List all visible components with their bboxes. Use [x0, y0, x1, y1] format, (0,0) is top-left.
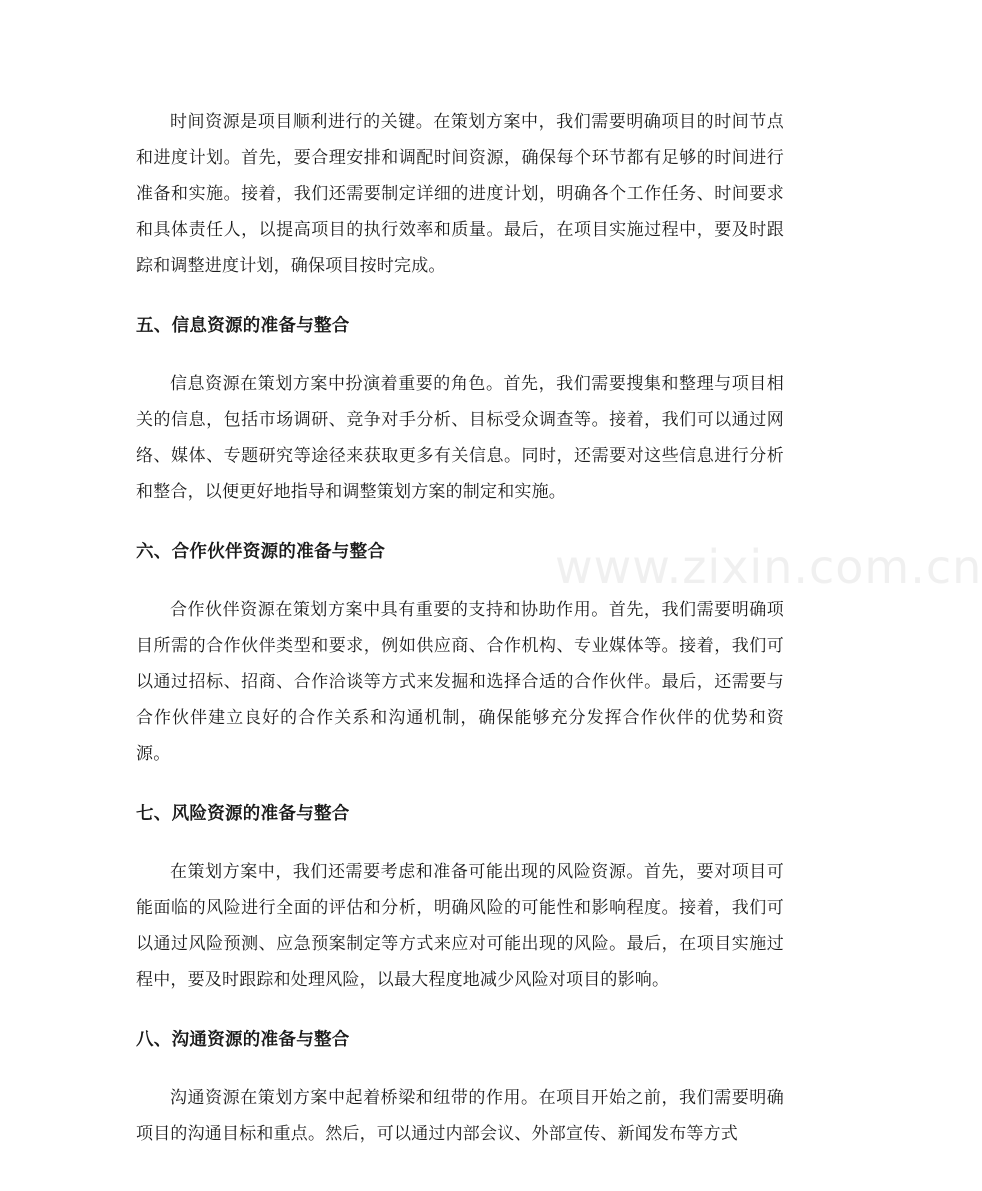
- heading-section-8: 八、沟通资源的准备与整合: [136, 1030, 350, 1050]
- spacer: [136, 772, 784, 796]
- heading-section-7: 七、风险资源的准备与整合: [136, 804, 350, 824]
- spacer: [136, 344, 784, 366]
- heading-section-6: 六、合作伙伴资源的准备与整合: [136, 542, 386, 562]
- spacer: [136, 832, 784, 854]
- paragraph-time-resources: 时间资源是项目顺利进行的关键。在策划方案中，我们需要明确项目的时间节点和进度计划。首先，要合理安排和调配时间资源，确保每个环节都有足够的时间进行准备和实施。接着，我们还需要制定详细的进度计划，明确各个工作任务、时间要求和具体责任人，以提高项目的执行效率和质量。最后，在项目实施过程中，要及时跟踪和调整进度计划，确保项目按时完成。: [136, 112, 784, 276]
- watermark: www.zixin.com.cn: [555, 540, 982, 594]
- paragraph-partner-resources: 合作伙伴资源在策划方案中具有重要的支持和协助作用。首先，我们需要明确项目所需的合作伙伴类型和要求，例如供应商、合作机构、专业媒体等。接着，我们可以通过招标、招商、合作洽谈等方式来发掘和选择合适的合作伙伴。最后，还需要与合作伙伴建立良好的合作关系和沟通机制，确保能够充分发挥合作伙伴的优势和资源。: [136, 600, 784, 764]
- paragraph-communication-resources: 沟通资源在策划方案中起着桥梁和纽带的作用。在项目开始之前，我们需要明确项目的沟通目标和重点。然后，可以通过内部会议、外部宣传、新闻发布等方式: [136, 1088, 784, 1144]
- spacer: [136, 510, 784, 534]
- spacer: [136, 1058, 784, 1080]
- heading-section-5: 五、信息资源的准备与整合: [136, 316, 350, 336]
- paragraph-information-resources: 信息资源在策划方案中扮演着重要的角色。首先，我们需要搜集和整理与项目相关的信息，包括市场调研、竞争对手分析、目标受众调查等。接着，我们可以通过网络、媒体、专题研究等途径来获取更多有关信息。同时，还需要对这些信息进行分析和整合，以便更好地指导和调整策划方案的制定和实施。: [136, 374, 784, 502]
- spacer: [136, 998, 784, 1022]
- spacer: [136, 284, 784, 308]
- spacer: [136, 570, 784, 592]
- document-body: [136, 104, 784, 1152]
- paragraph-risk-resources: 在策划方案中，我们还需要考虑和准备可能出现的风险资源。首先，要对项目可能面临的风险进行全面的评估和分析，明确风险的可能性和影响程度。接着，我们可以通过风险预测、应急预案制定等方式来应对可能出现的风险。最后，在项目实施过程中，要及时跟踪和处理风险，以最大程度地减少风险对项目的影响。: [136, 862, 784, 990]
